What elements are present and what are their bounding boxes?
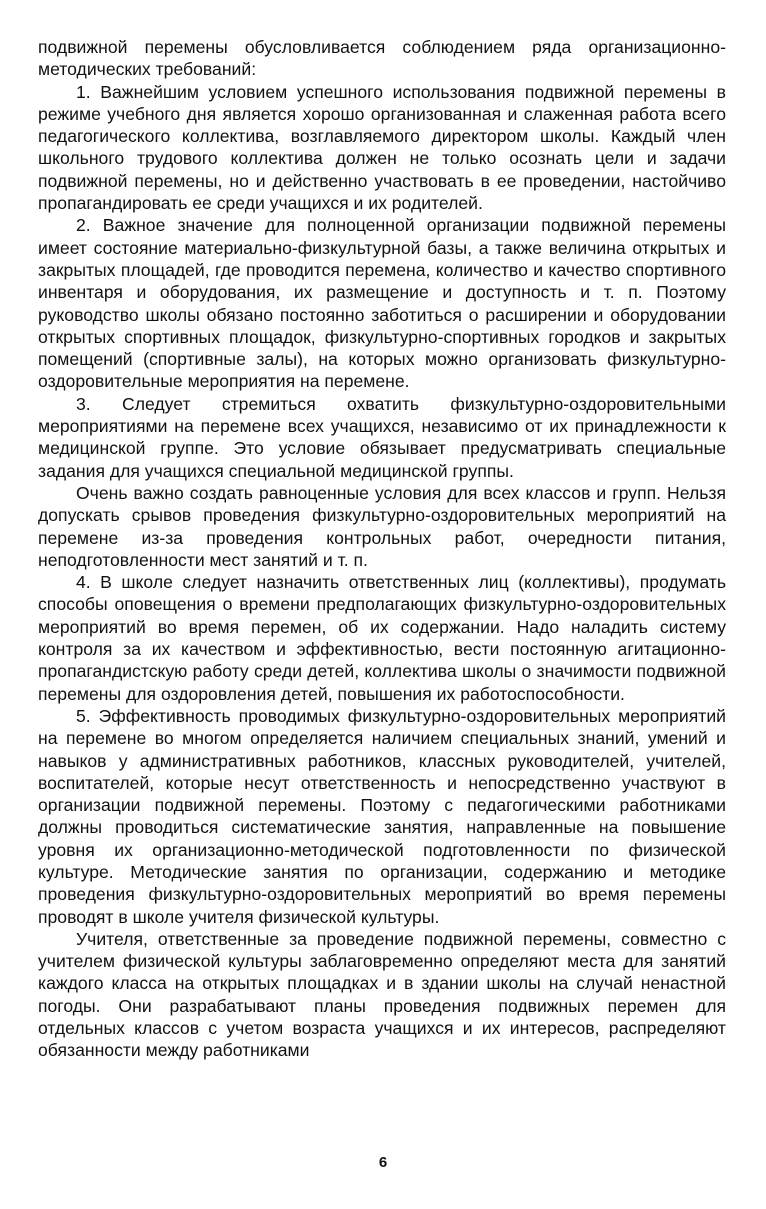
- body-text: [38, 36, 726, 1062]
- paragraph-teachers: Учителя, ответственные за проведение подвижной перемены, совместно с учителем физической культуры заблаговременно определяют места для занятий каждого класса на открытых площадках и в здании школы на случай ненастной погоды. Они разрабатывают планы проведения подвижных перемен для отдельных классов с учетом возраста учащихся и их интересов, распределяют обязанности между работниками: [38, 928, 726, 1061]
- paragraph-item-1: 1. Важнейшим условием успешного использования подвижной перемены в режиме учебного дня является хорошо организованная и слаженная работа всего педагогического коллектива, возглавляемого директором школы. Каждый член школьного трудового коллектива должен не только осознать цели и задачи подвижной перемены, но и действенно участвовать в ее проведении, настойчиво пропагандировать ее среди учащихся и их родителей.: [38, 81, 726, 214]
- paragraph-item-4: 4. В школе следует назначить ответственных лиц (коллективы), продумать способы оповещения о времени предполагающих физкультурно-оздоровительных мероприятий во время перемен, об их содержании. Надо наладить систему контроля за их качеством и эффективностью, вести постоянную агитационно-пропагандистскую работу среди детей, коллектива школы о значимости подвижной перемены для оздоровления детей, повышения их работоспособности.: [38, 572, 726, 704]
- paragraph-intro: подвижной перемены обусловливается соблюдением ряда организационно-методических требований:: [38, 37, 726, 80]
- paragraph-item-3: 3. Следует стремиться охватить физкультурно-оздоровительными мероприятиями на перемене всех учащихся, независимо от их принадлежности к медицинской группе. Это условие обязывает предусматривать специальные задания для учащихся специальной медицинской группы.: [38, 393, 726, 481]
- page-number: 6: [378, 1154, 388, 1171]
- paragraph-item-3-continuation: Очень важно создать равноценные условия для всех классов и групп. Нельзя допускать срывов проведения физкультурно-оздоровительных мероприятий на перемене из-за проведения контрольных работ, очередности питания, неподготовленности мест занятий и т. п.: [38, 482, 726, 570]
- paragraph-item-2: 2. Важное значение для полноценной организации подвижной перемены имеет состояние материально-физкультурной базы, а также величина открытых и закрытых площадей, где проводится перемена, количество и качество спортивного инвентаря и оборудования, их размещение и доступность и т. п. Поэтому руководство школы обязано постоянно заботиться о расширении и оборудовании открытых спортивных площадок, физкультурно-спортивных городков и закрытых помещений (спортивные залы), на которых можно организовать физкультурно-оздоровительные мероприятия на перемене.: [38, 215, 726, 392]
- paragraph-item-5: 5. Эффективность проводимых физкультурно-оздоровительных мероприятий на перемене во многом определяется наличием специальных знаний, умений и навыков у административных работников, классных руководителей, учителей, воспитателей, которые несут ответственность и непосредственно участвуют в организации подвижной перемены. Поэтому с педагогическими работниками должны проводиться систематические занятия, направленные на повышение уровня их организационно-методической подготовленности по физической культуре. Методические занятия по организации, содержанию и методике проведения физкультурно-оздоровительных мероприятий во время перемены проводят в школе учителя физической культуры.: [38, 705, 726, 927]
